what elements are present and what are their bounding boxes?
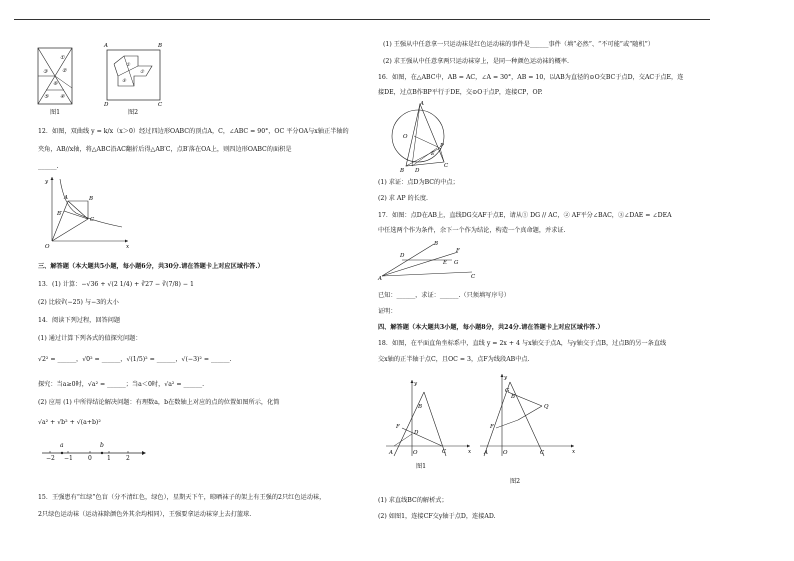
numberline-tick-1: 1 [107, 455, 111, 462]
svg-text:A: A [420, 101, 424, 107]
q16-line2: 接DE，过点B作BP平行于DE，交⊙O于点P，连接CP，OP. [378, 89, 543, 96]
q13-part1: 13．(1) 计算：−√36 + √(2 1/4) + ∛27 − ∛(7/8) − 1 [38, 281, 194, 288]
q18-line2: 交x轴的正半轴于点C，且OC = 3，点F为线段AB中点. [378, 356, 530, 363]
svg-text:G: G [454, 260, 459, 266]
svg-text:②: ② [62, 68, 67, 74]
svg-text:A: A [389, 450, 393, 456]
tangram-figure-2 [104, 44, 164, 106]
q13-part2: (2) 比较∛(−25) 与−3的大小 [38, 299, 119, 306]
svg-text:B: B [89, 196, 94, 202]
svg-text:⑤: ⑤ [44, 94, 49, 100]
svg-text:C: C [90, 217, 95, 223]
svg-text:B: B [418, 404, 423, 410]
q14-part2b: √a² + √b² + √(a+b)² [38, 419, 101, 426]
q12-blank: ______. [38, 163, 59, 170]
svg-text:C: C [158, 102, 163, 108]
svg-text:B′: B′ [57, 211, 63, 217]
svg-text:C: C [540, 450, 545, 456]
svg-text:②: ② [140, 70, 145, 75]
q17-line1: 17．如图：点D在AB上，直线DG交AF于点E，请从① DG // AC，② AF平分∠BAC，③∠DAE = ∠DEA [378, 212, 672, 219]
q17-given: 已知：______，求证：______.（只须填写序号） [378, 292, 510, 299]
svg-text:B: B [158, 43, 163, 49]
q12-line1: 12．如图，双曲线 y = k/x（x＞0）经过四边形OABC的顶点A，C，∠ABC = 90°，OC 平分OA与x轴正半轴的 [38, 128, 349, 135]
svg-text:O: O [45, 244, 50, 250]
q18-sub1: (1) 求直线BC的解析式； [378, 497, 448, 504]
q16-circle-figure [390, 100, 450, 174]
svg-text:y: y [45, 179, 49, 185]
svg-text:G: G [505, 388, 510, 394]
top-rule [14, 19, 710, 20]
svg-text:A: A [64, 195, 68, 201]
svg-text:x: x [572, 449, 576, 455]
fig1-caption: 图1 [50, 109, 61, 116]
q15-sub2: (2) 求王强从中任意拿两只运动袜穿上，是同一种颜色运动袜的概率. [383, 58, 569, 65]
q18-sub2: (2) 如图1，连接CF交y轴于点D，连接AD. [378, 513, 496, 520]
svg-text:④: ④ [60, 94, 65, 100]
svg-text:B: B [400, 168, 405, 174]
q16-line1: 16．如图，在△ABC中，AB = AC，∠A = 30°，AB = 10，以AB为直径的⊙O交BC于点D，交AC于点E，连 [378, 74, 684, 81]
svg-text:C: C [471, 274, 476, 280]
svg-text:O: O [403, 134, 408, 140]
q18-figure-1 [384, 378, 474, 458]
svg-text:C: C [442, 449, 447, 455]
svg-text:O: O [413, 450, 418, 456]
q15-line1: 15．王强患有“红绿”色盲（分不清红色，绿色），星期天下午，晾晒袜子的架上有王强的2只红色运动袜， [38, 494, 326, 501]
svg-text:F: F [490, 424, 494, 430]
svg-text:A: A [378, 276, 382, 282]
q14-explore: 探究：当a≥0时，√a² = ______；当a＜0时，√a² = ______. [38, 381, 205, 388]
q16-sub1: (1) 求证：点D为BC的中点； [378, 179, 459, 186]
svg-text:Q: Q [544, 404, 549, 410]
q14-title: 14．阅读下列过程，回答问题 [38, 317, 121, 324]
section4-title: 四、解答题（本大题共3小题，每小题8分，共24分.请在答题卡上对应区域作答.） [378, 324, 604, 331]
q15-line2: 2只绿色运动袜（运动袜除颜色外其余均相同），王强要拿运动袜穿上去打篮球. [38, 511, 252, 518]
number-line [40, 440, 150, 466]
svg-text:D: D [415, 168, 420, 174]
svg-text:③: ③ [43, 69, 48, 75]
numberline-label-a: a [60, 442, 64, 449]
svg-text:A: A [484, 450, 488, 456]
svg-text:F: F [456, 248, 460, 254]
q18-fig1-caption: 图1 [416, 463, 427, 470]
q16-sub2: (2) 求 AP 的长度. [378, 195, 429, 202]
svg-text:y: y [504, 375, 508, 381]
q18-figure-2 [478, 372, 578, 458]
svg-text:F: F [396, 424, 400, 430]
svg-text:O: O [503, 450, 508, 456]
numberline-tick-0: 0 [88, 455, 92, 462]
svg-text:B: B [434, 241, 439, 247]
svg-text:x: x [468, 449, 472, 455]
svg-text:x: x [126, 244, 130, 250]
svg-text:A: A [104, 43, 108, 49]
svg-text:⑥: ⑥ [53, 81, 58, 87]
fig2-caption: 图2 [128, 109, 139, 116]
numberline-tick-2: 2 [126, 455, 130, 462]
numberline-tick-neg2: −2 [46, 455, 55, 462]
q17-proof: 证明： [378, 308, 397, 315]
q17-line2: 中任选两个作为条件，余下一个作为结论，构造一个真命题，并求证. [378, 227, 566, 234]
q12-hyperbola-figure [42, 175, 134, 250]
svg-text:①: ① [60, 55, 65, 61]
numberline-tick-neg1: −1 [64, 455, 73, 462]
svg-text:P: P [440, 143, 444, 149]
section3-title: 三、解答题（本大题共5小题，每小题6分，共30分.请在答题卡上对应区域作答.） [38, 263, 264, 270]
svg-text:E: E [443, 260, 448, 266]
svg-text:①: ① [126, 63, 131, 68]
svg-text:D: D [104, 102, 109, 108]
svg-text:C: C [444, 163, 449, 169]
svg-text:D: D [414, 430, 419, 436]
svg-text:B: B [511, 394, 516, 400]
svg-text:D: D [400, 253, 405, 259]
svg-text:E: E [431, 151, 435, 157]
svg-text:⑤: ⑤ [122, 79, 127, 84]
q15-sub1: (1) 王强从中任意拿一只运动袜是红色运动袜的事件是______事件（填“必然”、“不可能”或“随机”） [383, 41, 655, 48]
q18-line1: 18．如图，在平面直角坐标系中，直线 y = 2x + 4 与x轴交于点A，与y轴交于点B，过点B的另一条直线 [378, 340, 667, 347]
tangram-figure-1 [38, 48, 74, 104]
q14-formula: √2² = ______，√0² = ______，√(1/5)² = ______，√(−3)² = ______. [38, 356, 232, 363]
numberline-label-b: b [100, 442, 104, 449]
q14-part1: (1) 通过计算下列各式的值探究问题： [38, 335, 142, 342]
svg-text:y: y [414, 381, 418, 387]
q17-figure [378, 240, 478, 280]
q18-fig2-caption: 图2 [510, 478, 521, 485]
q12-line2: 夹角，AB//x轴，将△ABC沿AC翻折后得△AB′C，点B′落在OA上，则四边形OABC的面积是 [38, 146, 292, 153]
q14-part2a: (2) 应用 (1) 中所得结论解决问题：有理数a，b在数轴上对应的点的位置如图所示，化简 [38, 399, 280, 406]
